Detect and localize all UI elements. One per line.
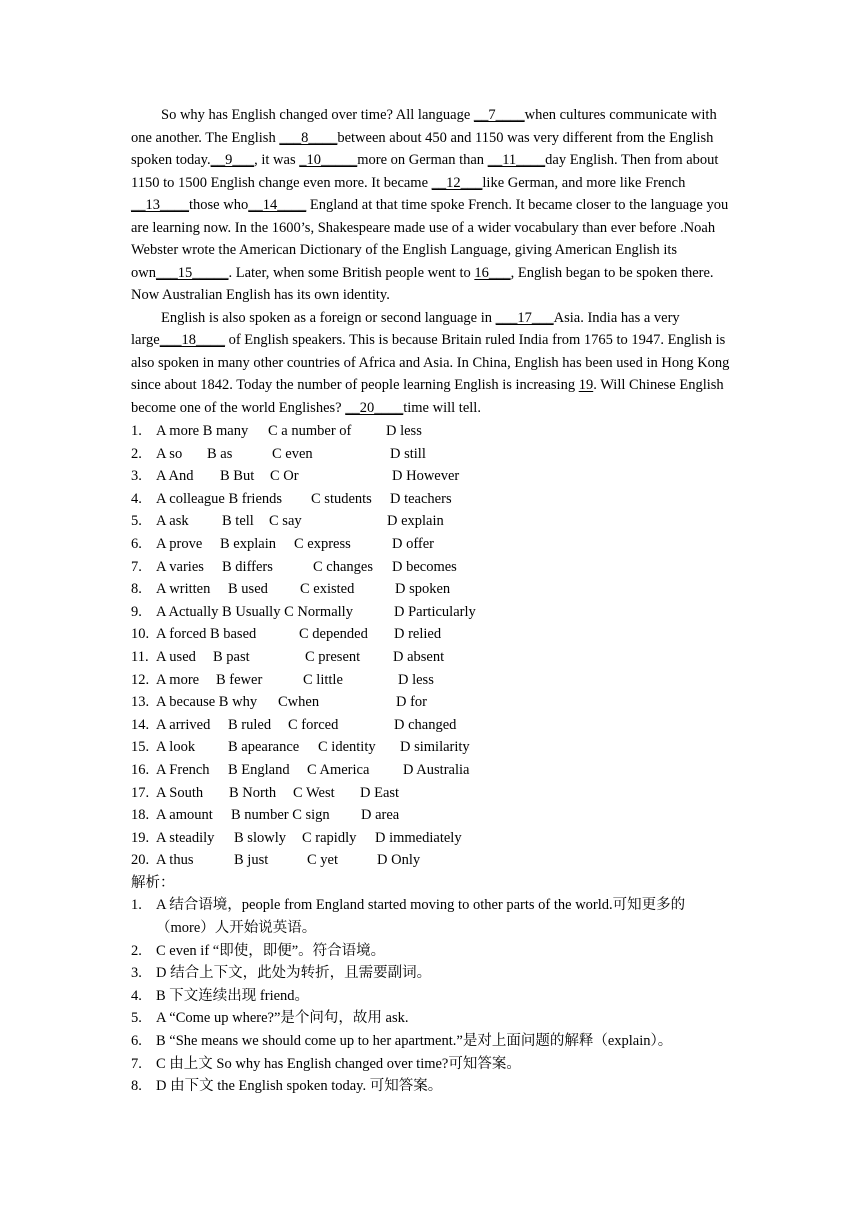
question-number: 3. bbox=[131, 468, 142, 485]
analysis-text: C 由上文 So why has English changed over time?可知答案。 bbox=[156, 1055, 521, 1072]
question-number: 16. bbox=[131, 761, 150, 778]
analysis-item bbox=[131, 1030, 731, 1053]
question-number: 11. bbox=[131, 648, 149, 665]
option-b: B apearance bbox=[228, 739, 300, 756]
question-number: 18. bbox=[131, 807, 150, 824]
option-c: C depended bbox=[299, 626, 368, 643]
analysis-item bbox=[131, 985, 731, 1008]
passage-text: English is also spoken as a foreign or second language in bbox=[161, 309, 496, 326]
option-d: D changed bbox=[394, 716, 457, 733]
options-list bbox=[131, 420, 731, 872]
analysis-item bbox=[131, 940, 731, 963]
option-row bbox=[131, 782, 731, 805]
option-b: B slowly bbox=[234, 829, 286, 846]
option-c: C a number of bbox=[268, 423, 352, 439]
option-c: C present bbox=[305, 648, 361, 665]
option-a: A used bbox=[156, 648, 196, 665]
option-d: D similarity bbox=[400, 739, 470, 756]
option-d: D still bbox=[390, 445, 426, 462]
option-d: D However bbox=[392, 468, 460, 485]
option-a: A forced B based bbox=[156, 626, 257, 643]
question-number: 6. bbox=[131, 535, 142, 552]
option-a: A colleague B friends bbox=[156, 490, 283, 507]
option-a: A look bbox=[156, 739, 196, 756]
passage-text: . Will Chinese English become one of the world Englishes? bbox=[131, 377, 724, 416]
option-a: A thus bbox=[156, 852, 194, 869]
question-number: 2. bbox=[131, 445, 142, 462]
blank-7: __7____ bbox=[473, 107, 525, 123]
analysis-text: A “Come up where?”是个问句，故用 ask. bbox=[156, 1010, 409, 1027]
option-c: C say bbox=[269, 513, 302, 530]
option-a: A ask bbox=[156, 513, 189, 530]
blank-20: __20____ bbox=[345, 399, 404, 416]
question-number: 4. bbox=[131, 490, 142, 507]
option-row bbox=[131, 420, 731, 443]
option-row bbox=[131, 736, 731, 759]
question-number: 12. bbox=[131, 671, 150, 688]
analysis-text: C even if “即使，即便”。符合语境。 bbox=[156, 942, 386, 959]
passage-paragraph-1 bbox=[131, 104, 731, 307]
question-number: 5. bbox=[131, 513, 142, 530]
option-d: D Australia bbox=[403, 761, 470, 778]
analysis-item bbox=[131, 962, 731, 985]
option-a: A South bbox=[156, 784, 204, 801]
option-c: C little bbox=[303, 671, 343, 688]
option-a: A varies bbox=[156, 558, 204, 575]
option-row bbox=[131, 488, 731, 511]
analysis-number: 3. bbox=[131, 965, 142, 982]
option-a: A amount bbox=[156, 807, 213, 824]
blank-15: ___15_____ bbox=[155, 264, 229, 281]
option-row bbox=[131, 714, 731, 737]
analysis-number: 2. bbox=[131, 942, 142, 959]
analysis-text: A 结合语境，people from England started moving to other parts of the world.可知更多的（more）人开始说英语。 bbox=[156, 897, 686, 937]
option-d: D Particularly bbox=[394, 603, 476, 620]
blank-16: 16___ bbox=[474, 264, 511, 281]
option-b: B fewer bbox=[216, 671, 263, 688]
option-d: D area bbox=[361, 807, 400, 824]
option-b: B past bbox=[213, 648, 250, 665]
option-b: B as bbox=[207, 445, 233, 462]
option-b: B explain bbox=[220, 535, 276, 552]
option-d: D less bbox=[386, 423, 422, 439]
option-row bbox=[131, 804, 731, 827]
option-c: C changes bbox=[313, 558, 373, 575]
option-b: B North bbox=[229, 784, 277, 801]
question-number: 14. bbox=[131, 716, 150, 733]
question-number: 1. bbox=[131, 423, 142, 439]
option-row bbox=[131, 533, 731, 556]
option-row bbox=[131, 691, 731, 714]
blank-13: __13____ bbox=[131, 197, 189, 213]
option-d: D teachers bbox=[390, 490, 452, 507]
option-a: A steadily bbox=[156, 829, 215, 846]
option-d: D Only bbox=[377, 852, 421, 869]
passage-text: like German, and more like French bbox=[482, 174, 686, 191]
question-number: 8. bbox=[131, 581, 142, 598]
option-row bbox=[131, 601, 731, 624]
passage-text: day English. Then from about 1150 to 1500 English change even more. It became bbox=[131, 152, 719, 191]
option-b: B just bbox=[234, 852, 269, 869]
option-a: A Actually B Usually C Normally bbox=[156, 603, 353, 620]
analysis-item bbox=[131, 894, 731, 939]
passage-text: between about 450 and 1150 was very different from the English spoken today. bbox=[131, 129, 714, 168]
option-b: B used bbox=[228, 581, 268, 598]
question-number: 15. bbox=[131, 739, 150, 756]
option-d: D spoken bbox=[395, 581, 451, 598]
option-a: A so bbox=[156, 445, 183, 462]
option-a: A arrived bbox=[156, 716, 211, 733]
option-a: A And bbox=[156, 468, 194, 485]
option-row bbox=[131, 578, 731, 601]
blank-18: ___18____ bbox=[159, 332, 225, 348]
blank-17: ___17___ bbox=[495, 309, 554, 326]
passage-text: So why has English changed over time? All language bbox=[161, 107, 474, 123]
option-c: C students bbox=[311, 490, 372, 507]
option-a: A written bbox=[156, 581, 211, 598]
blank-12: __12___ bbox=[431, 174, 483, 191]
passage-text: more on German than bbox=[357, 152, 488, 168]
option-b: B tell bbox=[222, 513, 254, 530]
analysis-number: 6. bbox=[131, 1033, 142, 1050]
option-c: C yet bbox=[307, 852, 339, 869]
option-row bbox=[131, 510, 731, 533]
analysis-number: 8. bbox=[131, 1078, 142, 1095]
passage-text: , English began to be spoken there. Now Australian English has its own identity. bbox=[131, 264, 714, 303]
option-row bbox=[131, 623, 731, 646]
option-row bbox=[131, 849, 731, 872]
option-row bbox=[131, 669, 731, 692]
analysis-number: 5. bbox=[131, 1010, 142, 1027]
option-a: A French bbox=[156, 761, 210, 778]
question-number: 9. bbox=[131, 603, 142, 620]
option-row bbox=[131, 556, 731, 579]
option-a: A prove bbox=[156, 535, 203, 552]
blank-8: ___8____ bbox=[279, 129, 338, 146]
option-c: C rapidly bbox=[302, 829, 357, 846]
option-c: Cwhen bbox=[278, 694, 320, 711]
question-number: 13. bbox=[131, 694, 150, 711]
option-d: D offer bbox=[392, 535, 435, 552]
question-number: 10. bbox=[131, 626, 150, 643]
option-c: C Or bbox=[270, 468, 299, 485]
blank-10: _10_____ bbox=[299, 152, 358, 168]
option-c: C forced bbox=[288, 716, 339, 733]
option-row bbox=[131, 759, 731, 782]
question-number: 20. bbox=[131, 852, 150, 869]
question-number: 7. bbox=[131, 558, 142, 575]
passage-text: time will tell. bbox=[403, 399, 481, 416]
option-row bbox=[131, 646, 731, 669]
analysis-section bbox=[131, 872, 731, 1098]
option-c: C identity bbox=[318, 739, 376, 756]
passage-text: those who bbox=[189, 197, 249, 213]
option-b: B ruled bbox=[228, 716, 272, 733]
option-c: C existed bbox=[300, 581, 355, 598]
analysis-number: 7. bbox=[131, 1055, 142, 1072]
passage-text: when cultures communicate with one another. The English bbox=[131, 107, 717, 146]
passage-text: Asia. India has a very large bbox=[131, 309, 680, 348]
question-number: 19. bbox=[131, 829, 150, 846]
option-d: D less bbox=[398, 671, 434, 688]
option-d: D becomes bbox=[392, 558, 457, 575]
document-page bbox=[131, 104, 731, 1098]
analysis-header: 解析： bbox=[131, 874, 175, 891]
analysis-text: B 下文连续出现 friend。 bbox=[156, 987, 310, 1004]
blank-11: __11____ bbox=[487, 152, 546, 168]
analysis-item bbox=[131, 1007, 731, 1030]
blank-19: 19 bbox=[578, 377, 594, 393]
question-number: 17. bbox=[131, 784, 150, 801]
option-d: D for bbox=[396, 694, 428, 711]
option-c: C even bbox=[272, 445, 313, 462]
passage-paragraph-2 bbox=[131, 307, 731, 420]
option-a: A more bbox=[156, 671, 200, 688]
option-d: D relied bbox=[394, 626, 442, 643]
blank-9: __9___ bbox=[210, 152, 255, 168]
option-row bbox=[131, 827, 731, 850]
option-row bbox=[131, 443, 731, 466]
option-row bbox=[131, 465, 731, 488]
option-d: D immediately bbox=[375, 829, 462, 846]
option-d: D East bbox=[360, 784, 400, 801]
passage-text: England at that time spoke French. It became closer to the language you are learning now. In the 1600’s, Shakespeare made use of a wider vocabulary than ever before .Noah Webster wrote the American Dictionary of the English Language, giving American English its own bbox=[131, 197, 729, 281]
option-d: D absent bbox=[393, 648, 445, 665]
option-b: B differs bbox=[222, 558, 273, 575]
option-c: C America bbox=[307, 761, 370, 778]
analysis-item bbox=[131, 1053, 731, 1076]
option-b: B But bbox=[220, 468, 255, 485]
analysis-text: D 结合上下文，此处为转折，且需要副词。 bbox=[156, 965, 432, 982]
analysis-number: 4. bbox=[131, 987, 142, 1004]
analysis-item bbox=[131, 1075, 731, 1098]
passage-text: of English speakers. This is because Britain ruled India from 1765 to 1947. English is also spoken in many other countries of Africa and Asia. In China, English has been used in Hong Kong since about 1842. Today the number of people learning English is increasing bbox=[131, 332, 730, 393]
option-c: C express bbox=[294, 535, 351, 552]
passage-text: . Later, when some British people went to bbox=[228, 264, 475, 281]
blank-14: __14____ bbox=[248, 197, 307, 213]
passage-text: , it was bbox=[254, 152, 300, 168]
analysis-text: B “She means we should come up to her apartment.”是对上面问题的解释（explain）。 bbox=[156, 1033, 673, 1050]
analysis-number: 1. bbox=[131, 897, 142, 914]
option-c: C West bbox=[293, 784, 335, 801]
option-a: A more B many bbox=[156, 423, 249, 439]
option-d: D explain bbox=[387, 513, 444, 530]
option-a: A because B why bbox=[156, 694, 258, 711]
option-b: B England bbox=[228, 761, 290, 778]
analysis-text: D 由下文 the English spoken today. 可知答案。 bbox=[156, 1078, 443, 1095]
option-b: B number C sign bbox=[231, 807, 330, 824]
